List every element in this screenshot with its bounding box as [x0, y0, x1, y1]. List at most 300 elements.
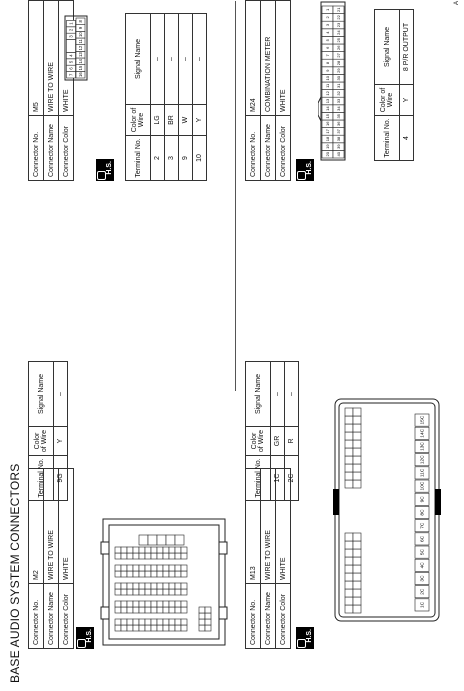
m13-terminal-header: Terminal No.: [246, 456, 271, 501]
m2-cavity: [133, 589, 139, 595]
m2-cavity: [181, 565, 187, 571]
m2-cavity: [151, 607, 157, 613]
pin-label: 35: [335, 113, 341, 119]
hs-icon: H.S.: [296, 627, 314, 649]
m13-small-cavity: [345, 589, 353, 597]
pin-label: 21: [335, 7, 341, 13]
m2-cavity: [139, 619, 145, 625]
m2-cavity: [115, 547, 121, 553]
m2-cavity: [127, 547, 133, 553]
pin-label: 14C: [420, 428, 426, 438]
pin-label: 25: [335, 37, 341, 43]
pin-label: 1C: [420, 601, 426, 608]
m2-cavity: [169, 565, 175, 571]
pin-label: 28: [335, 60, 341, 66]
m2-cavity: [139, 625, 145, 631]
pin-label: 3: [68, 35, 74, 38]
pin-label: 6C: [420, 535, 426, 542]
m2-cavity: [163, 547, 169, 553]
m2-cavity: [163, 553, 169, 559]
m2-cavity: [139, 571, 145, 577]
pin-label: 10: [77, 32, 83, 38]
m13-signal-table: [245, 361, 299, 501]
pin-label: 13C: [420, 442, 426, 451]
m5-name-label: Connector Name: [44, 116, 59, 181]
pin-label: 16: [77, 72, 83, 78]
m13-small-cavity: [345, 416, 353, 424]
m13-connector-face-diagram: [315, 397, 461, 623]
m2-cavity: [169, 625, 175, 631]
pin-label: 11: [324, 83, 330, 88]
pin-label: 14: [77, 58, 83, 64]
m2-cavity: [127, 553, 133, 559]
m5-terminal: 3: [165, 136, 179, 181]
pin-label: 40: [335, 151, 341, 157]
m2-cavity: [121, 583, 127, 589]
m13-name: WIRE TO WIRE: [261, 469, 276, 584]
m13-small-cavity: [345, 464, 353, 472]
m13-small-cavity: [345, 557, 353, 565]
m13-wire: R: [285, 427, 299, 456]
m2-connector-face-diagram: [99, 511, 229, 649]
m2-color-label: Connector Color: [59, 584, 74, 649]
pin-label: 13: [324, 98, 330, 104]
pin-label: 2C: [420, 588, 426, 595]
m13-small-cavity: [345, 605, 353, 613]
pin-label: 26: [335, 45, 341, 51]
m2-cavity: [133, 601, 139, 607]
m13-small-cavity: [353, 581, 361, 589]
m2-cavity: [145, 607, 151, 613]
m2-cavity: [157, 565, 163, 571]
m13-small-cavity: [345, 448, 353, 456]
m24-wire: Y: [400, 85, 414, 116]
m2-cavity: [175, 601, 181, 607]
m2-cavity: [145, 547, 151, 553]
m2-cavity: [133, 553, 139, 559]
m2-cavity: [157, 547, 163, 553]
table-row: [400, 10, 414, 161]
m13-small-cavity: [353, 573, 361, 581]
m2-cavity: [181, 589, 187, 595]
m2-cavity: [139, 601, 145, 607]
pin-label: 39: [335, 144, 341, 149]
hs-icon: H.S.: [296, 159, 314, 181]
m13-small-cavity: [345, 533, 353, 541]
m2-cavity: [139, 535, 148, 545]
m13-small-cavity: [353, 416, 361, 424]
pin-label: 31: [335, 83, 341, 89]
pin-label: 2: [324, 16, 330, 19]
m2-cavity: [151, 619, 157, 625]
m13-small-cavity: [345, 472, 353, 480]
m2-cavity: [175, 535, 184, 545]
m24-connector-info: [245, 0, 291, 181]
m13-small-cavity: [345, 549, 353, 557]
pin-label: 38: [335, 136, 341, 142]
m13-no-label: Connector No.: [246, 584, 261, 649]
corner-mark: A: [454, 0, 460, 5]
section-divider: [235, 1, 236, 391]
m2-cavity: [151, 601, 157, 607]
m13-small-cavity: [353, 533, 361, 541]
m2-name: WIRE TO WIRE: [44, 469, 59, 584]
m24-color: WHITE: [276, 1, 291, 116]
pin-label: 5C: [420, 549, 426, 556]
pin-label: 32: [335, 91, 341, 96]
m2-cavity: [151, 571, 157, 577]
m13-small-cavity: [345, 432, 353, 440]
m2-cavity: [169, 547, 175, 553]
m5-no: M5: [29, 1, 44, 116]
m2-cavity: [127, 583, 133, 589]
m2-cavity: [163, 565, 169, 571]
pin-label: 5: [324, 39, 330, 42]
m2-cavity: [121, 607, 127, 613]
m2-cavity: [115, 583, 121, 589]
m24-terminal: 4: [400, 116, 414, 161]
pin-label: 1: [324, 8, 330, 11]
table-row: [271, 362, 285, 501]
m13-color-label: Connector Color: [276, 584, 291, 649]
m13-wire: GR: [271, 427, 285, 456]
m13-small-cavity: [345, 581, 353, 589]
m2-cavity: [121, 565, 127, 571]
m5-terminal: 2: [151, 136, 165, 181]
m2-cavity: [151, 583, 157, 589]
m24-terminal-header: Terminal No.: [375, 116, 400, 161]
m13-small-cavity: [345, 408, 353, 416]
m2-cavity: [151, 589, 157, 595]
hs-icon: H.S.: [76, 627, 94, 649]
pin-label: 9C: [420, 496, 426, 503]
m5-signal-table: [125, 13, 207, 181]
m13-small-cavity: [353, 456, 361, 464]
m2-cavity: [169, 571, 175, 577]
m2-cavity: [145, 619, 151, 625]
pin-label: 7: [324, 54, 330, 57]
m2-cavity: [169, 607, 175, 613]
m13-small-cavity: [345, 440, 353, 448]
pin-label: 4C: [420, 562, 426, 569]
pin-label: 1: [68, 22, 74, 25]
pin-label: 11C: [420, 468, 426, 478]
m2-terminal: 9G: [54, 456, 68, 501]
m13-small-cavity: [345, 597, 353, 605]
m2-cavity: [157, 535, 166, 545]
m13-small-cavity: [353, 480, 361, 488]
pin-label: 16: [324, 121, 330, 127]
m2-cavity: [145, 571, 151, 577]
m13-small-cavity: [353, 408, 361, 416]
m13-small-cavity: [353, 557, 361, 565]
m5-terminal-header: Terminal No.: [126, 136, 151, 181]
pin-label: 37: [335, 129, 341, 134]
m2-cavity: [115, 619, 121, 625]
m2-cavity: [157, 601, 163, 607]
m2-cavity: [133, 547, 139, 553]
hs-icon: H.S.: [96, 159, 114, 181]
m5-wire: BR: [165, 105, 179, 136]
m24-name: COMBINATION METER: [261, 1, 276, 116]
m2-cavity: [175, 547, 181, 553]
m2-cavity: [115, 589, 121, 595]
pin-label: 23: [335, 22, 341, 28]
m13-small-cavity: [345, 565, 353, 573]
m13-signal: –: [285, 362, 299, 427]
m2-cavity: [181, 553, 187, 559]
m5-wire-header: Color of Wire: [126, 105, 151, 136]
pin-label: 20: [324, 151, 330, 157]
m2-cavity: [127, 625, 133, 631]
m2-cavity: [175, 583, 181, 589]
m2-cavity: [133, 565, 139, 571]
pin-label: 7C: [420, 522, 426, 529]
m2-cavity: [148, 535, 157, 545]
m2-cavity: [145, 565, 151, 571]
m13-small-cavity: [353, 541, 361, 549]
m2-cavity: [181, 607, 187, 613]
m2-cavity: [175, 565, 181, 571]
m13-small-cavity: [345, 480, 353, 488]
table-row: [54, 362, 68, 501]
pin-label: 29: [335, 68, 341, 73]
m2-no: M2: [29, 469, 44, 584]
m13-small-cavity: [353, 464, 361, 472]
table-row: [165, 14, 179, 181]
m2-cavity: [121, 619, 127, 625]
m2-signal-table: [28, 361, 68, 501]
pin-label: 22: [335, 15, 341, 20]
m5-wire: W: [179, 105, 193, 136]
pin-label: 6: [68, 67, 74, 70]
m5-signal: –: [151, 14, 165, 105]
pin-label: 3C: [420, 575, 426, 582]
m2-cavity: [139, 553, 145, 559]
m5-signal: –: [193, 14, 207, 105]
pin-label: 10: [324, 75, 330, 81]
m13-terminal: 1C: [271, 456, 285, 501]
m13-signal: –: [271, 362, 285, 427]
m24-signal-header: Signal Name: [375, 10, 400, 85]
m2-cavity: [199, 619, 205, 625]
m5-signal: –: [165, 14, 179, 105]
m2-cavity: [175, 625, 181, 631]
m2-cavity: [115, 607, 121, 613]
pin-label: 15C: [420, 415, 426, 425]
m24-signal-table: [374, 9, 414, 161]
m2-cavity: [145, 589, 151, 595]
m24-no-label: Connector No.: [246, 116, 261, 181]
pin-label: 12: [77, 45, 83, 51]
m24-signal: 8 P/R OUTPUT: [400, 10, 414, 85]
m13-small-cavity: [353, 424, 361, 432]
m2-cavity: [121, 547, 127, 553]
m13-small-cavity: [353, 597, 361, 605]
m13-terminal: 2C: [285, 456, 299, 501]
m2-cavity: [115, 565, 121, 571]
m13-small-cavity: [353, 565, 361, 573]
m5-wire: Y: [193, 105, 207, 136]
m2-cavity: [157, 619, 163, 625]
m13-small-cavity: [345, 456, 353, 464]
m5-connector-face-diagram: [64, 15, 88, 81]
m13-small-cavity: [353, 440, 361, 448]
m2-cavity: [199, 613, 205, 619]
m2-cavity: [145, 625, 151, 631]
m13-small-cavity: [345, 424, 353, 432]
m2-cavity: [166, 535, 175, 545]
m13-small-cavity: [345, 573, 353, 581]
m2-cavity: [127, 607, 133, 613]
pin-label: 13: [77, 52, 83, 58]
m2-cavity: [151, 547, 157, 553]
pin-label: 15: [77, 65, 83, 71]
m13-no: M13: [246, 469, 261, 584]
pin-label: 17: [324, 129, 330, 134]
m5-name: WIRE TO WIRE: [44, 1, 59, 116]
m5-color-label: Connector Color: [59, 116, 74, 181]
m2-cavity: [175, 571, 181, 577]
m2-no-label: Connector No.: [29, 584, 44, 649]
m2-cavity: [163, 625, 169, 631]
m2-cavity: [121, 589, 127, 595]
pin-label: 7: [68, 73, 74, 76]
pin-label: 18: [324, 136, 330, 142]
m2-cavity: [163, 571, 169, 577]
m2-cavity: [163, 619, 169, 625]
pin-label: 14: [324, 106, 330, 111]
m2-cavity: [181, 601, 187, 607]
pin-label: 33: [335, 98, 341, 104]
pin-label: 3: [324, 23, 330, 27]
pin-label: 34: [335, 106, 341, 111]
pin-label: 11: [77, 39, 83, 44]
m2-cavity: [139, 565, 145, 571]
m2-cavity: [115, 625, 121, 631]
m2-cavity: [127, 589, 133, 595]
m2-wire: Y: [54, 427, 68, 456]
m2-cavity: [145, 553, 151, 559]
table-row: [151, 14, 165, 181]
pin-label: 10C: [420, 481, 426, 491]
pin-label: 9: [324, 69, 330, 72]
pin-label: 4: [68, 54, 74, 57]
m2-cavity: [121, 571, 127, 577]
m2-cavity: [163, 583, 169, 589]
m13-small-cavity: [353, 605, 361, 613]
m2-cavity: [157, 583, 163, 589]
m2-cavity: [163, 601, 169, 607]
pin-label: 19: [324, 144, 330, 149]
pin-label: 12C: [420, 455, 426, 465]
m2-cavity: [175, 607, 181, 613]
m5-signal-header: Signal Name: [126, 14, 151, 105]
m24-wire-header: Color of Wire: [375, 85, 400, 116]
m2-cavity: [157, 625, 163, 631]
m13-name-label: Connector Name: [261, 584, 276, 649]
m5-key: [67, 40, 76, 53]
m13-small-cavity: [353, 472, 361, 480]
m2-cavity: [169, 619, 175, 625]
m13-small-cavity: [353, 448, 361, 456]
m2-cavity: [139, 589, 145, 595]
m2-cavity: [169, 583, 175, 589]
pin-label: 6: [324, 46, 330, 49]
m2-cavity: [169, 601, 175, 607]
m2-cavity: [121, 625, 127, 631]
m2-cavity: [157, 571, 163, 577]
m2-cavity: [133, 571, 139, 577]
m2-cavity: [163, 589, 169, 595]
pin-label: 27: [335, 53, 341, 58]
m2-cavity: [139, 547, 145, 553]
m13-wire-header: Color of Wire: [246, 427, 271, 456]
m2-cavity: [133, 583, 139, 589]
m2-cavity: [181, 547, 187, 553]
m2-cavity: [175, 553, 181, 559]
m2-cavity: [169, 589, 175, 595]
m2-terminal-header: Terminal No.: [29, 456, 54, 501]
m24-no: M24: [246, 1, 261, 116]
m5-signal: –: [179, 14, 193, 105]
pin-label: 2: [68, 28, 74, 32]
m2-cavity: [127, 601, 133, 607]
m24-connector-face-diagram: [318, 1, 348, 161]
m2-color: WHITE: [59, 469, 74, 584]
m2-cavity: [169, 553, 175, 559]
m2-cavity: [145, 583, 151, 589]
m2-signal-header: Signal Name: [29, 362, 54, 427]
pin-label: 36: [335, 121, 341, 127]
m2-cavity: [181, 571, 187, 577]
pin-label: 8: [77, 20, 83, 23]
m2-cavity: [139, 583, 145, 589]
m13-color: WHITE: [276, 469, 291, 584]
m2-wire-header: Color of Wire: [29, 427, 54, 456]
pin-label: 15: [324, 113, 330, 119]
m2-cavity: [127, 571, 133, 577]
m2-cavity: [127, 619, 133, 625]
m2-cavity: [121, 601, 127, 607]
m2-cavity: [127, 565, 133, 571]
m2-cavity: [157, 607, 163, 613]
m2-cavity: [175, 589, 181, 595]
pin-label: 30: [335, 75, 341, 81]
m5-terminal: 10: [193, 136, 207, 181]
m24-name-label: Connector Name: [261, 116, 276, 181]
m2-cavity: [199, 607, 205, 613]
m2-cavity: [151, 553, 157, 559]
pin-label: 8C: [420, 509, 426, 516]
m13-small-cavity: [353, 549, 361, 557]
table-row: [285, 362, 299, 501]
m5-no-label: Connector No.: [29, 116, 44, 181]
m2-cavity: [115, 601, 121, 607]
m2-cavity: [151, 565, 157, 571]
m2-cavity: [205, 619, 211, 625]
m2-cavity: [175, 619, 181, 625]
pin-label: 24: [335, 30, 341, 35]
m13-small-cavity: [353, 432, 361, 440]
m2-cavity: [163, 607, 169, 613]
m2-cavity: [205, 613, 211, 619]
m2-cavity: [121, 553, 127, 559]
pin-label: 5: [68, 60, 74, 64]
m2-cavity: [151, 625, 157, 631]
m2-cavity: [133, 625, 139, 631]
pin-label: 12: [324, 91, 330, 96]
